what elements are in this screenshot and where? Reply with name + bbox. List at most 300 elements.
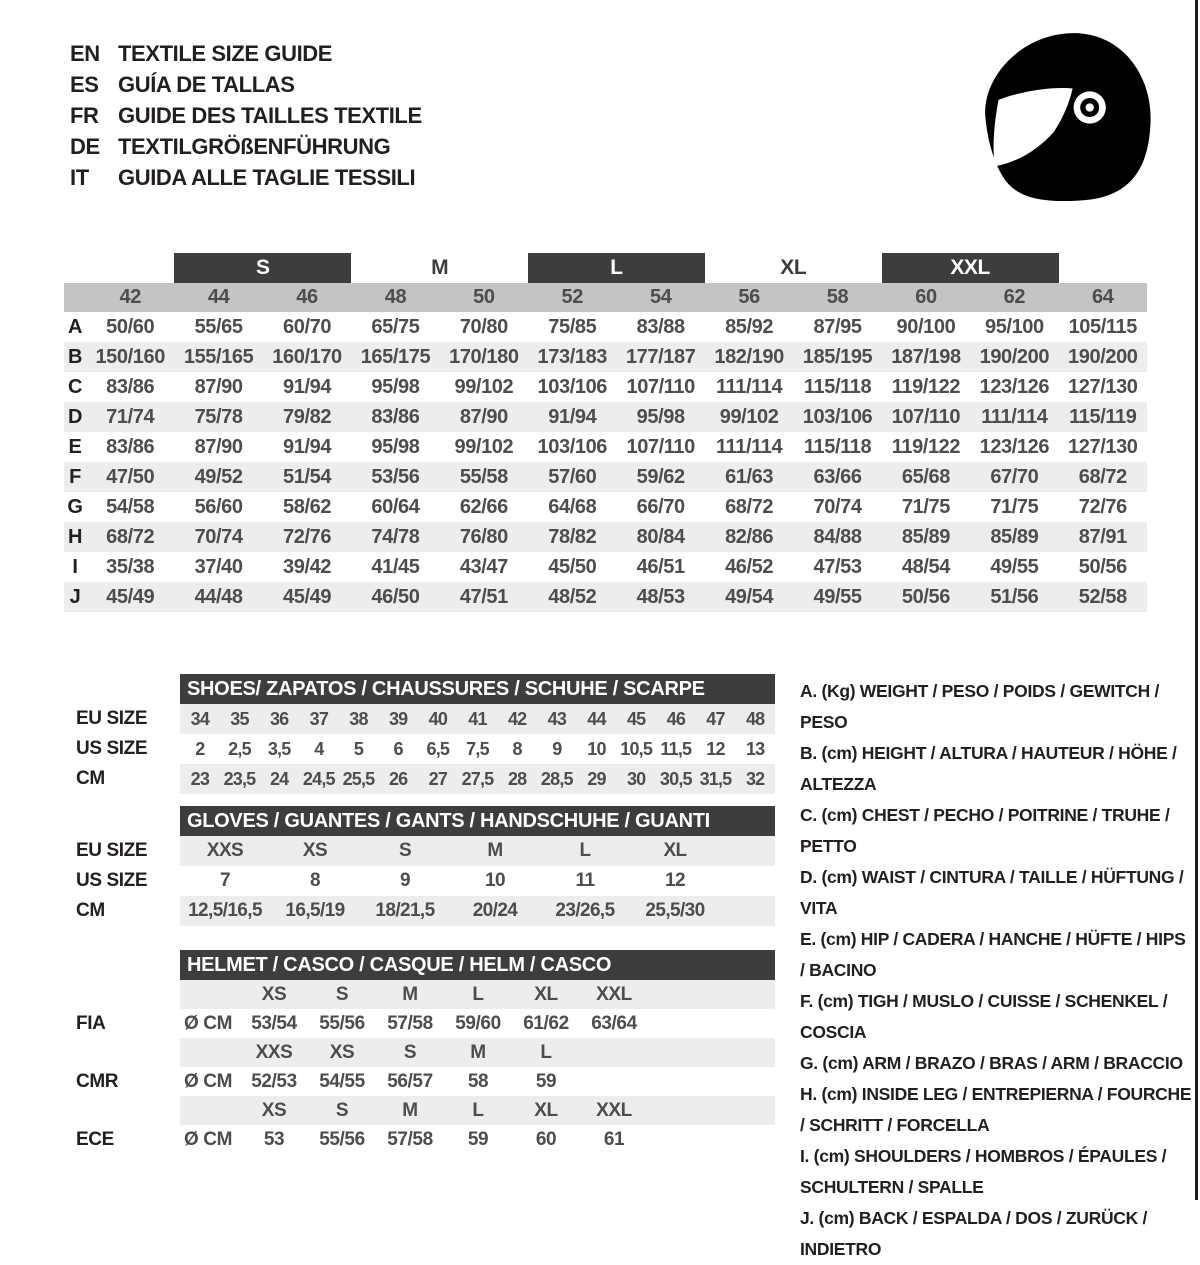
table-cell: 45/49 [283,585,332,608]
table-cell: 103/106 [537,435,608,458]
table-cell: 55/65 [194,315,243,338]
table-cell: 35/38 [106,555,155,578]
row-label: G [67,495,83,518]
table-cell: 45 [626,708,646,729]
table-cell: 44/48 [194,585,243,608]
table-cell: 56 [738,286,760,308]
table-cell: 41 [468,708,487,729]
table-cell: 6 [393,738,403,759]
corner-cell [64,283,86,312]
table-cell: 61/62 [523,1012,569,1034]
table-cell: 20/24 [472,900,518,921]
table-cell: 83/86 [371,405,420,428]
table-cell: 12,5/16,5 [188,900,262,921]
table-cell: 39/42 [283,555,332,578]
table-cell: 71/74 [106,405,155,428]
table-cell: 48 [384,286,407,308]
table-cell: 84/88 [813,525,862,548]
table-cell [580,1038,648,1067]
table-cell: 60/70 [283,315,332,338]
table-cell: 23/26,5 [555,900,615,921]
table-cell: 190/200 [979,345,1050,368]
table-cell: 71/75 [990,495,1039,518]
table-cell: 70/74 [813,495,862,518]
table-cell: M [487,840,503,861]
table-cell: 71/75 [901,495,950,518]
lang-row-it [70,162,422,193]
table-cell: 45/50 [548,555,597,578]
table-cell: 23,5 [223,768,256,789]
table-cell: 61 [603,1128,625,1150]
table-cell: 10,5 [620,738,653,759]
table-cell: 2 [195,738,205,759]
diameter-label [180,1096,240,1125]
table-cell: 28,5 [540,768,573,789]
table-cell: 49/52 [194,465,243,488]
table-cell: 54 [649,286,672,308]
shoes-section-header: SHOES/ ZAPATOS / CHAUSSURES / SCHUHE / SCARPE [180,674,775,704]
table-cell: XS [261,1099,287,1121]
table-cell: 51/56 [990,585,1039,608]
table-cell: L [472,983,484,1005]
table-cell: L [579,840,591,861]
table-cell: S [398,840,412,861]
helmet-rows [64,980,775,1154]
lang-label: GUIDA ALLE TAGLIE TESSILI [118,164,416,190]
table-cells [180,1038,775,1067]
row-label: E [68,435,82,458]
table-cell: 49/55 [813,585,862,608]
table-cell: 9 [552,738,562,759]
diameter-label: Ø CM [184,1012,233,1034]
table-cell: 42 [507,708,527,729]
table-cell: 83/88 [636,315,685,338]
table-cell: 23 [190,768,210,789]
table-cell: 13 [745,738,765,759]
table-cell: 75/78 [194,405,243,428]
table-cell: 68/72 [725,495,774,518]
table-cell: 48 [745,708,765,729]
table-cell: 95/98 [371,435,420,458]
table-cell: 36 [269,708,289,729]
table-cell: 111/114 [716,435,783,458]
table-cell: 34 [190,708,210,729]
table-cell: 48/52 [548,585,597,608]
table-cell: 24,5 [302,768,335,789]
table-cell: XS [302,840,328,861]
size-band-l: L [528,253,705,283]
lang-label: TEXTILGRÖßENFÜHRUNG [118,133,391,159]
table-cell: 62 [1003,286,1026,308]
table-cell: 50/60 [106,315,155,338]
table-cell: 25,5 [342,768,375,789]
table-cell: 182/190 [714,345,784,368]
table-cell: 119/122 [891,435,961,458]
table-cell: L [472,1099,484,1121]
table-cells [180,866,775,896]
table-cell: 103/106 [802,405,873,428]
table-cell: 58 [467,1070,489,1092]
table-cell: 12 [665,870,685,891]
table-cell: 40 [428,708,448,729]
lang-row-en [70,38,422,69]
legend-item: I. (cm) SHOULDERS / HOMBROS / ÉPAULES / SCHULTERN / SPALLE [800,1146,1167,1197]
row-label: EU SIZE [76,708,148,729]
lang-row-es [70,69,422,100]
table-cell: 50/56 [901,585,950,608]
table-cell: 29 [587,768,606,789]
table-cell: 123/126 [979,375,1050,398]
table-cell: 165/175 [360,345,431,368]
lang-row-fr [70,100,422,131]
table-cell: 107/110 [626,435,695,458]
table-cell: 12 [706,738,725,759]
legend-item: C. (cm) CHEST / PECHO / POITRINE / TRUHE / PETTO [800,805,1170,856]
size-band-xl: XL [780,256,807,279]
lang-code: DE [70,133,100,159]
table-cell: 65/68 [901,465,950,488]
table-cell: 155/165 [183,345,254,368]
lang-label: TEXTILE SIZE GUIDE [118,40,333,66]
table-cell: S [403,1041,417,1063]
table-cell: 53/56 [371,465,420,488]
table-cell: 43 [547,708,567,729]
table-cell: 107/110 [891,405,961,428]
table-cell: 48/54 [901,555,950,578]
table-cell: 59 [535,1070,557,1092]
table-cell: S [335,1099,349,1121]
row-label: D [67,405,83,428]
table-cell: 85/89 [990,525,1039,548]
legend-item: D. (cm) WAIST / CINTURA / TAILLE / HÜFTUNG / VITA [800,867,1184,918]
table-cell: XXS [206,840,244,861]
table-cell: 5 [353,738,364,759]
table-cell: XL [663,840,687,861]
table-cells [180,1067,775,1096]
legend-item: F. (cm) TIGH / MUSLO / CUISSE / SCHENKEL / COSCIA [800,991,1168,1042]
table-cell: 37 [309,708,329,729]
row-label: B [67,345,83,368]
table-cell: 28 [507,768,527,789]
table-cell: 111/114 [716,375,783,398]
table-cell: 43/47 [459,555,508,578]
diameter-label [180,1038,240,1067]
table-cell: 67/70 [990,465,1039,488]
helmet-section-header: HELMET / CASCO / CASQUE / HELM / CASCO [180,950,775,980]
table-cell: 87/90 [459,405,508,428]
table-cell: 47/53 [813,555,862,578]
table-cell: 115/119 [1069,405,1137,428]
table-row [64,492,1147,522]
table-cell: 58/62 [283,495,332,518]
table-cell: 115/118 [803,435,872,458]
table-cells [180,1096,775,1125]
table-cell: 3,5 [267,738,291,759]
table-cell: 59/60 [455,1012,501,1034]
table-cell: 35 [230,708,249,729]
legend-item: G. (cm) ARM / BRAZO / BRAS / ARM / BRACCIO [800,1053,1183,1073]
table-cell: M [402,1099,418,1121]
table-cell: 173/183 [537,345,608,368]
table-cells [180,980,775,1009]
table-row [64,1038,775,1067]
table-cells [180,764,775,794]
table-cell: 103/106 [537,375,608,398]
table-cell: 82/86 [725,525,774,548]
table-cells [180,734,775,764]
table-cell: 78/82 [548,525,597,548]
legend-item: H. (cm) INSIDE LEG / ENTREPIERNA / FOURCHE / SCHRITT / FORCELLA [800,1084,1192,1135]
gloves-section-header: GLOVES / GUANTES / GANTS / HANDSCHUHE / GUANTI [180,806,775,836]
table-row [64,582,1147,612]
table-row [64,836,775,866]
measurement-legend [800,676,1192,1265]
table-cell: 55/58 [459,465,508,488]
table-row [64,1067,775,1096]
table-cell: 115/118 [803,375,872,398]
table-cell: 75/85 [548,315,597,338]
table-cells [180,836,775,866]
table-cell: XXL [596,983,632,1005]
table-cell: S [335,983,349,1005]
lang-code: ES [70,71,99,97]
table-cells [180,1125,775,1154]
table-cell: 58 [826,286,849,308]
table-row [64,866,775,896]
table-cell: 111/114 [981,405,1048,428]
table-cell: 61/63 [725,465,774,488]
table-cell: 46/51 [636,555,685,578]
table-cell: 49/54 [725,585,774,608]
table-cell: 107/110 [626,375,695,398]
table-row [64,980,775,1009]
table-cell: 30 [626,768,646,789]
table-cell: 31,5 [699,768,732,789]
table-cell: 49/55 [990,555,1039,578]
table-cell: 64 [1092,286,1114,308]
table-cell: 7 [220,870,230,891]
table-cell: 10 [587,738,606,759]
table-cell: XXL [596,1099,632,1121]
table-cell: 123/126 [979,435,1050,458]
table-cell: 9 [400,870,410,891]
table-cell: 177/187 [625,345,696,368]
table-cell: 54/58 [106,495,155,518]
table-cell: 27 [428,768,448,789]
table-cell: 53 [263,1128,285,1150]
table-cell: 57/58 [387,1128,433,1150]
table-cell: 56/57 [387,1070,433,1092]
table-cell: 63/66 [813,465,862,488]
row-label: J [69,585,81,608]
table-cell: 80/84 [636,525,685,548]
table-cell: 26 [388,768,408,789]
table-row [64,896,775,926]
table-cell: 72/76 [283,525,332,548]
table-cell: 30,5 [659,768,692,789]
table-cell: 24 [269,768,289,789]
table-cell: 55/56 [319,1012,365,1034]
table-cell: 74/78 [371,525,420,548]
table-cell: 187/198 [891,345,961,368]
table-cell: 46 [666,708,686,729]
lang-code: FR [70,102,99,128]
size-band-m: M [431,256,449,279]
table-cell: 8 [512,738,522,759]
racing-helmet-icon [970,22,1160,212]
size-band-xxl: XXL [882,253,1059,283]
table-cell: 8 [310,870,320,891]
table-row [64,462,1147,492]
table-cell: 7,5 [466,738,489,759]
table-cell: 105/115 [1068,315,1137,338]
table-cell: 59/62 [636,465,685,488]
table-cell: 66/70 [636,495,685,518]
table-cell: 60/64 [371,495,420,518]
table-cell: 51/54 [283,465,332,488]
table-cell: 47/50 [106,465,155,488]
table-cell: 52/53 [251,1070,297,1092]
table-cell: 91/94 [548,405,597,428]
table-row [64,704,775,734]
table-cell: 87/95 [813,315,862,338]
table-cell: 11 [575,870,595,891]
table-cell: 127/130 [1068,375,1138,398]
table-cell: 56/60 [194,495,243,518]
lang-code: IT [70,164,89,190]
table-cell: 42 [119,286,141,308]
table-cell: 41/45 [371,555,420,578]
table-cells [180,896,775,926]
table-cell: 190/200 [1068,345,1138,368]
table-cell: 85/89 [901,525,950,548]
table-cell: 79/82 [283,405,332,428]
table-cell: 85/92 [725,315,774,338]
page-edge-line [1195,0,1198,1200]
table-cell: 99/102 [454,435,514,458]
table-cell: 68/72 [1078,465,1127,488]
row-label: A [67,315,83,338]
row-label: CM [76,768,105,789]
table-cell: 55/56 [319,1128,365,1150]
table-cell: 185/195 [802,345,873,368]
table-cell: XL [534,983,558,1005]
language-title-list [70,38,422,193]
row-label: C [67,375,83,398]
table-cell: XL [534,1099,558,1121]
table-cell: 54/55 [319,1070,365,1092]
table-cell: 119/122 [891,375,961,398]
table-row [64,342,1147,372]
table-cell: 68/72 [106,525,155,548]
table-cell: 46/50 [371,585,420,608]
row-label: CM [76,900,105,921]
table-cell: 62/66 [459,495,508,518]
table-cell: L [540,1041,552,1063]
table-cell: 87/90 [194,435,243,458]
textile-size-table [64,253,1147,612]
table-cell: 38 [349,708,368,729]
table-cell: M [470,1041,486,1063]
table-cell: 16,5/19 [285,900,345,921]
table-cell: 57/58 [387,1012,433,1034]
table-cell: 4 [314,738,324,759]
lang-code: EN [70,40,100,66]
table-cell: 63/64 [591,1012,637,1034]
table-cell: 60 [915,286,937,308]
table-row [64,1096,775,1125]
table-cell: 57/60 [548,465,597,488]
table-cell: 18/21,5 [375,900,435,921]
table-cell [580,1067,648,1096]
lang-label: GUIDE DES TAILLES TEXTILE [118,102,422,128]
legend-item: A. (Kg) WEIGHT / PESO / POIDS / GEWITCH / PESO [800,681,1160,732]
table-row [64,402,1147,432]
legend-item: J. (cm) BACK / ESPALDA / DOS / ZURÜCK / INDIETRO [800,1208,1148,1259]
table-row [64,764,775,794]
table-cell: 91/94 [283,375,332,398]
table-row [64,312,1147,342]
table-cell: 10 [485,870,505,891]
table-row [64,372,1147,402]
table-cell: 170/180 [449,345,519,368]
table-cell: 46/52 [725,555,774,578]
table-cell: 99/102 [719,405,779,428]
table-cell: 50 [473,286,495,308]
table-cell: 48/53 [636,585,685,608]
table-cell: 70/74 [194,525,243,548]
table-cell: 27,5 [461,768,494,789]
table-cell: 53/54 [251,1012,297,1034]
table-cell: 160/170 [272,345,342,368]
table-cell: 47 [706,708,725,729]
table-cell: M [402,983,418,1005]
table-cell: 59 [467,1128,489,1150]
table-cell: 90/100 [896,315,956,338]
table-cell: 76/80 [459,525,508,548]
table-cell: 52/58 [1078,585,1127,608]
table-cell: 37/40 [194,555,243,578]
table-cell: XS [329,1041,355,1063]
row-label: US SIZE [76,738,148,759]
row-label: EU SIZE [76,840,148,861]
row-label: H [67,525,83,548]
table-cell: 60 [535,1128,557,1150]
table-cell: 83/86 [106,375,155,398]
table-cells [180,704,775,734]
size-band-s: S [174,253,351,283]
table-row [64,432,1147,462]
legend-item: B. (cm) HEIGHT / ALTURA / HAUTEUR / HÖHE / ALTEZZA [800,743,1177,794]
diameter-label [180,980,240,1009]
table-cell: 87/91 [1078,525,1127,548]
gloves-size-table [64,806,775,926]
size-band-row [64,253,1147,283]
table-cell: 150/160 [95,345,165,368]
table-cell: 83/86 [106,435,155,458]
table-cell: XS [261,983,287,1005]
table-cell: 65/75 [371,315,420,338]
table-cell: 91/94 [283,435,332,458]
table-cell: 64/68 [548,495,597,518]
row-label: F [69,465,81,488]
table-cell: 44 [587,708,606,729]
table-cell: 6,5 [426,738,450,759]
shoes-size-table [64,674,775,794]
table-cell: XXS [255,1041,293,1063]
table-cell: 99/102 [454,375,514,398]
table-cell: 70/80 [459,315,508,338]
